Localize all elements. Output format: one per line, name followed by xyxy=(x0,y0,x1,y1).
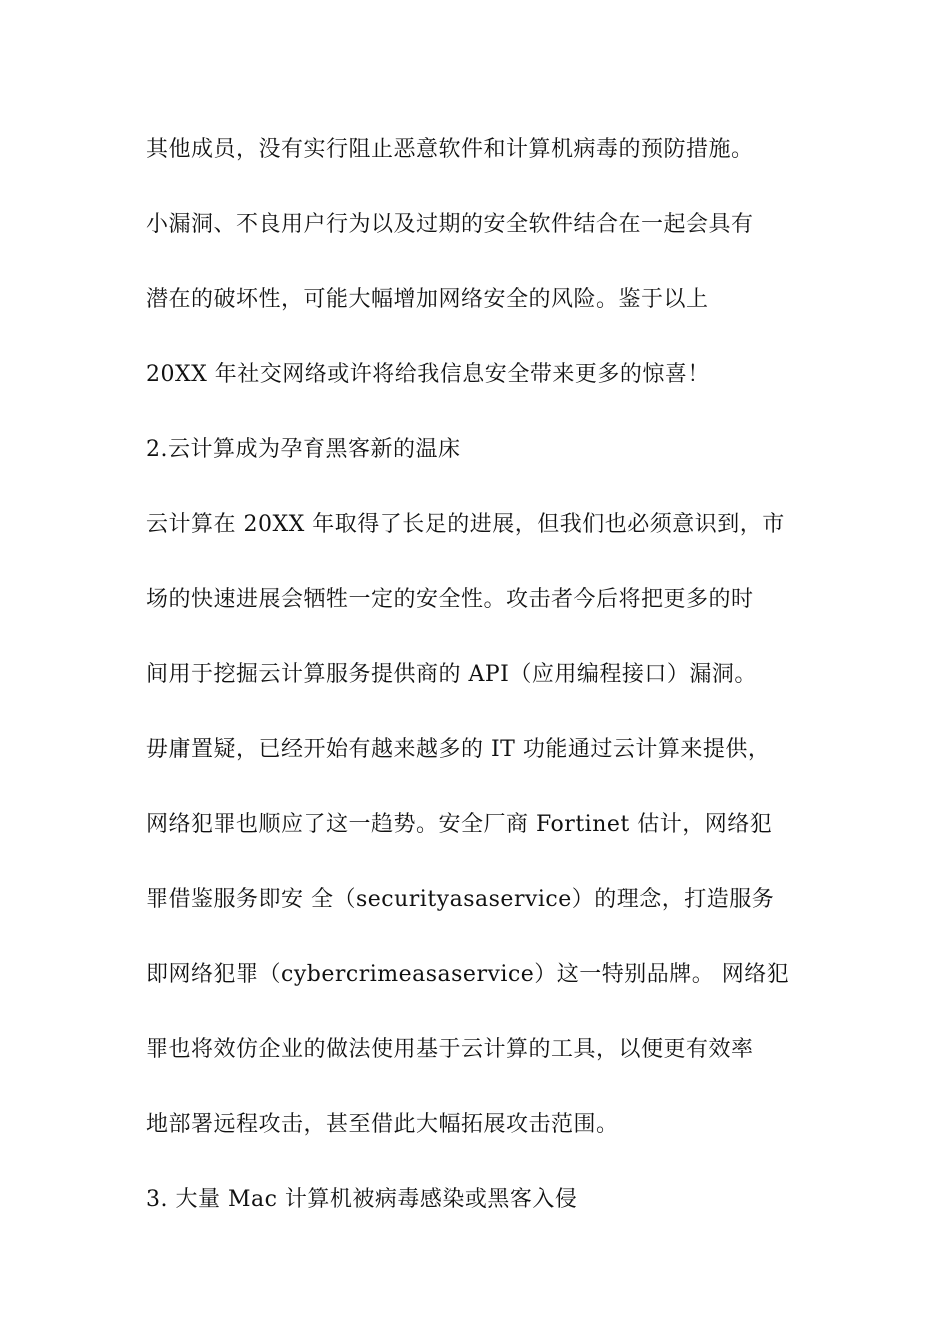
paragraph-line: 毋庸置疑，已经开始有越来越多的 IT 功能通过云计算来提供， xyxy=(146,737,771,762)
section-heading: 3. 大量 Mac 计算机被病毒感染或黑客入侵 xyxy=(146,1187,578,1212)
paragraph-line: 云计算在 20XX 年取得了长足的进展，但我们也必须意识到，市 xyxy=(146,512,785,537)
paragraph-line: 罪也将效仿企业的做法使用基于云计算的工具，以便更有效率 xyxy=(146,1037,754,1062)
paragraph-line: 即网络犯罪（cybercrimeasaservice）这一特别品牌。 网络犯 xyxy=(146,962,790,987)
paragraph-line: 潜在的破坏性，可能大幅增加网络安全的风险。鉴于以上 xyxy=(146,287,709,312)
paragraph-line: 其他成员，没有实行阻止恶意软件和计算机病毒的预防措施。 xyxy=(146,137,754,162)
paragraph-line: 网络犯罪也顺应了这一趋势。安全厂商 Fortinet 估计，网络犯 xyxy=(146,812,773,837)
paragraph-line: 场的快速进展会牺牲一定的安全性。攻击者今后将把更多的时 xyxy=(146,587,754,612)
section-heading: 2.云计算成为孕育黑客新的温床 xyxy=(146,437,461,462)
paragraph-line: 地部署远程攻击，甚至借此大幅拓展攻击范围。 xyxy=(146,1112,619,1137)
paragraph-line: 20XX 年社交网络或许将给我信息安全带来更多的惊喜！ xyxy=(146,362,710,387)
paragraph-line: 罪借鉴服务即安 全（securityasaservice）的理念，打造服务 xyxy=(146,887,775,912)
paragraph-line: 小漏洞、不良用户行为以及过期的安全软件结合在一起会具有 xyxy=(146,212,754,237)
paragraph-line: 间用于挖掘云计算服务提供商的 API（应用编程接口）漏洞。 xyxy=(146,662,757,687)
